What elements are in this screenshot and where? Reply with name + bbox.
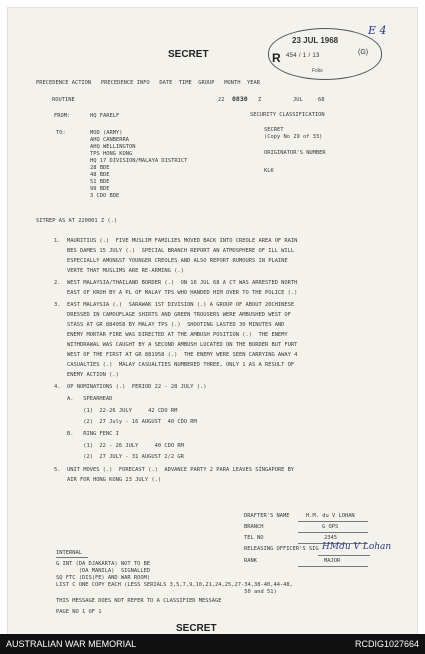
body-line: WITHDRAWAL WAS CAUGHT BY A SECOND AMBUSH LOCATED ON THE BORDER BUT FURT <box>54 342 298 348</box>
drafter-value: H.M. du V LOHAN <box>306 513 355 519</box>
classification-bottom: SECRET <box>176 623 217 634</box>
body-line: (2) 27 July - 16 AUGUST 40 CDO RM <box>54 419 197 425</box>
to-item: 51 BDE <box>90 179 110 185</box>
body-line: WEST OF THE FIRST AT GR 881958 (.) THE ENEMY WERE SEEN CARRYING AWAY 4 <box>54 352 298 358</box>
body-line: 4. OP NOMINATIONS (.) PERIOD 22 - 28 JULY (.) <box>54 384 207 390</box>
body-line: ESPECIALLY AMONGST YOUNGER CREOLES AND ALSO REPORT RUMOURS IN PLAINE <box>54 258 288 264</box>
header-columns: PRECEDENCE ACTION PRECEDENCE INFO DATE TIME GROUP MONTH YEAR <box>36 80 260 86</box>
sitrep-heading: SITREP AS AT 220001 Z (.) <box>36 218 118 224</box>
time-value: 0830 <box>232 95 248 103</box>
to-item: 3 CDO BDE <box>90 193 120 199</box>
copy-number: (Copy No 29 of 33) <box>264 134 323 140</box>
body-line: BES DAMES 15 JULY (.) SPECIAL BRANCH REPORT AN ATMOSPHERE OF ILL WILL <box>54 248 295 254</box>
releasing-label: RELEASING OFFICER'S SIG <box>244 546 319 552</box>
zone-value: Z <box>258 97 262 103</box>
to-item: HQ 17 DIVISION/MALAYA DISTRICT <box>90 158 188 164</box>
body-line: VERTE THAT MUSLIMS ARE RE-ARMING (.) <box>54 268 184 274</box>
branch-value: G OPS <box>322 524 339 530</box>
stamp-folio: Folio <box>312 68 323 74</box>
to-item: 99 BDE <box>90 186 110 192</box>
sig-underline <box>318 555 370 556</box>
margin-note: E 4 <box>368 24 387 37</box>
to-item: MOD (ARMY) <box>90 130 123 136</box>
precedence-action: ROUTINE <box>52 97 75 103</box>
body-line: CASUALTIES (.) MALAY CASUALTIES NUMBERED THREE, ONLY 1 AS A RESULT OF <box>54 362 295 368</box>
to-item: AHQ WELLINGTON <box>90 144 136 150</box>
body-line: (1) 22-26 JULY 42 CDO RM <box>54 408 178 414</box>
security-value: SECRET <box>264 127 284 133</box>
rank-label: RANK <box>244 558 257 564</box>
tel-label: TEL NO <box>244 535 264 541</box>
drafter-underline <box>298 521 368 522</box>
internal-line: G INT (DA DJAKARTA) NOT TO BE <box>56 561 151 567</box>
body-line: STASS AT GR 884958 BY MALAY TPS (.) SHOOTING LASTED 30 MINUTES AND <box>54 322 285 328</box>
to-item: AHQ CANBERRA <box>90 137 129 143</box>
originator-label: ORIGINATOR'S NUMBER <box>264 150 326 156</box>
classification-top: SECRET <box>168 49 209 60</box>
internal-underline <box>56 557 88 558</box>
date-value: 22 <box>218 97 225 103</box>
rank-underline <box>298 566 368 567</box>
internal-distribution <box>56 561 293 616</box>
internal-line: PAGE NO 1 OF 1 <box>56 609 102 615</box>
signature: HMdu V Lohan <box>322 542 392 552</box>
body-line: 3. EAST MALAYSIA (.) SARAWAK 1ST DIVISION (.) A GROUP OF ABOUT 20CHINESE <box>54 302 295 308</box>
archive-footer <box>0 634 425 654</box>
body-line: 1. MAURITIUS (.) FIVE MUSLIM FAMILIES MOVED BACK INTO CREOLE AREA OF RAIN <box>54 238 298 244</box>
security-label: SECURITY CLASSIFICATION <box>250 112 325 118</box>
internal-line: THIS MESSAGE DOES NOT REFER TO A CLASSIFIED MESSAGE <box>56 598 222 604</box>
to-list <box>90 130 187 200</box>
stamp-ref: 454 / 1 / 13 <box>286 53 320 59</box>
stamp-g: (G) <box>358 49 369 56</box>
body-line: ENEMY ACTION (.) <box>54 372 119 378</box>
tel-value: 2345 <box>324 535 337 541</box>
from-value: HQ FARELF <box>90 113 120 119</box>
year-value: 68 <box>318 97 325 103</box>
body-line: B. RING FENC I <box>54 431 119 437</box>
to-item: 28 BDE <box>90 165 110 171</box>
stamp-r: R <box>272 51 281 65</box>
stamp-date: 23 JUL 1968 <box>292 36 339 45</box>
originator-value: KLK <box>264 168 274 174</box>
internal-line: 50 and 51) <box>56 589 277 595</box>
body-line: AIR FOR HONG KONG 23 JULY (.) <box>54 477 162 483</box>
to-item: 48 BDE <box>90 172 110 178</box>
internal-line: SQ FTC (DIS(FE) AND WAR ROOM) <box>56 575 151 581</box>
footer-record-id: RCDIG1027664 <box>354 639 419 649</box>
drafter-label: DRAFTER'S NAME <box>244 513 290 519</box>
body-line: (2) 27 JULY - 31 AUGUST 2/2 GR <box>54 454 184 460</box>
internal-line: (DA MANILA) SIGNALLED <box>56 568 151 574</box>
from-label: FROM: <box>54 113 71 119</box>
message-body <box>54 236 297 485</box>
to-label: TO: <box>56 130 66 136</box>
rank-value: MAJOR <box>324 558 341 564</box>
body-line: 5. UNIT MOVES (.) FORECAST (.) ADVANCE PARTY 2 PARA LEAVES SINGAPORE BY <box>54 467 295 473</box>
month-value: JUL <box>293 97 303 103</box>
body-line: DRESSED IN CAMOUFLAGE SHIRTS AND GREEN TROUSERS WERE AMBUSHED WEST OF <box>54 312 291 318</box>
body-line: 2. WEST MALAYSIA/THAILAND BORDER (.) ON 16 JUL 68 A CT WAS ARRESTED NORTH <box>54 280 298 286</box>
to-item: TPS HONG KONG <box>90 151 133 157</box>
internal-label: INTERNAL <box>56 550 82 556</box>
branch-label: BRANCH <box>244 524 264 530</box>
body-line: EAST OF KROH BY A PL OF MALAY TPS WHO HANDED HIM OVER TO THE POLICE (.) <box>54 290 298 296</box>
body-line: (1) 22 - 26 JULY 40 CDO RM <box>54 443 184 449</box>
body-line: A. SPEARHEAD <box>54 396 113 402</box>
body-line: ENEMY MORTAR FIRE WAS DIRECTED AT THE AMBUSH POSITION (.) THE ENEMY <box>54 332 288 338</box>
footer-institution: AUSTRALIAN WAR MEMORIAL <box>6 639 137 649</box>
internal-line: LIST C ONE COPY EACH (LESS SERIALS 3,5,7,9,10,21,24,25,27-34,38-40,44-48, <box>56 582 293 588</box>
branch-underline <box>298 532 368 533</box>
